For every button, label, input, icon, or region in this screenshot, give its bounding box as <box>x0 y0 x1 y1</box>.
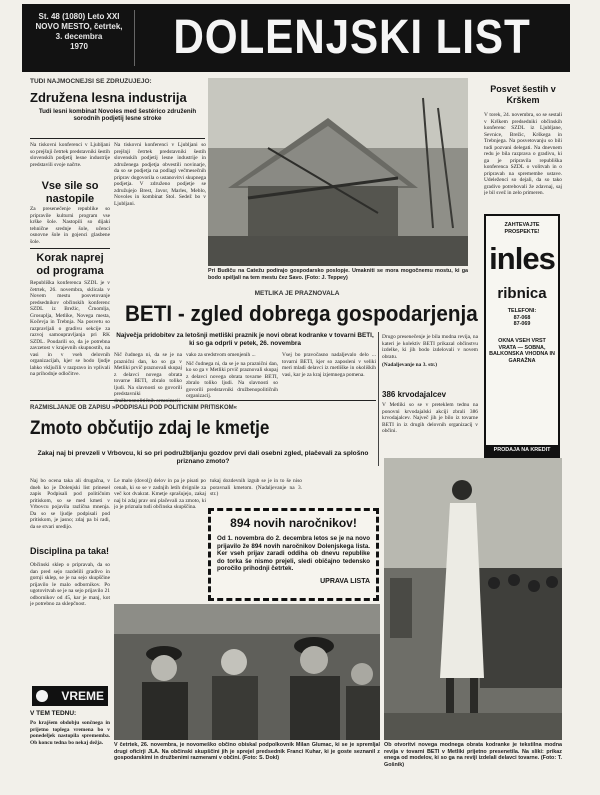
industry-kicker: TUDI NAJMOČNEJŠI SE ZDRUŽUJEJO: <box>30 78 152 85</box>
issue-number: St. 48 (1080) Leto XXI <box>38 12 120 21</box>
kmetje-column-3: tukaj dozdevnih izgub se je in to še niso poravnali kmetom. (Nadaljevanje na 3. str.) <box>210 478 302 497</box>
industry-deck: Tudi lesni kombinat Novoles med šestérico združenih sorodnih podjetij lesne stroke <box>38 108 197 123</box>
fashion-drawing <box>384 458 562 740</box>
photo-officers <box>114 604 380 740</box>
subscribers-notice <box>208 508 379 601</box>
photo-officers-caption: V četrtek, 26. novembra, je novomeško občino obiskal podpolkovnik Milan Glumac, ki se je spremljal drugi oficirji JLA. Na občinski skupščini jih je sprejel predsednik Franci Kuhar, ki je goste seznanil z gospodarskimi in družbenimi razmerami v občini. (Foto: S. Dokl) <box>114 742 380 761</box>
industry-body: Na tiskovni konferenci v Ljubljani so prejšnji četrtek predstavniki šestih slovenskih podjetij lesne industrije in združenega podjetja obvestili novinarje, da so se podjetja na podlagi večmesečnih priprav dogovorila o ustanovitvi skupnega podjetja. V združeno podjetje se združujejo Brest, Javor, Marles, Meblo, Novoles in kombinat Stol. Sedež bo v Ljubljani. <box>114 142 206 207</box>
masthead <box>22 4 570 72</box>
industry-headline: Združena lesna industrija <box>30 90 187 105</box>
beti-column-1: Nič čudnega ni, da se je na praznični dan, ko so ga v Metliki prvič praznovali skupaj z delavci novega obrata tovarne BETI, zbralo toliko ljudi. Na slavnosti so govorili predstavniki <box>114 352 182 397</box>
subscribers-title: 894 novih naročnikov! <box>230 516 357 530</box>
krvodajalci-headline: 386 krvodajalcev <box>382 390 447 399</box>
sestih-body: V torek, 24. novembra, so se sestali v Krškem predsedniki občinskih konferenc SZDL iz Ljubljane, Sevnice, Brežic, Krškega in Trebnjega. Na posvetovanju so bili tudi pozvani delegati. Na dnevnem redu je bila razprava o gradivu, ki ga je pripravila republiška konferenca SZDL o volitvah in o pripravah na spremembe ustave. Udeleženci so dejali, da so tako gradivo potrebovali že zdavnaj, saj je bil svež in zelo primeren. <box>484 112 562 196</box>
issue-place: NOVO MESTO, četrtek, <box>35 22 123 31</box>
headline-disciplina: Disciplina pa taka! <box>30 546 110 556</box>
subscribers-body: Od 1. novembra do 2. decembra letos se je na novo prijavilo že 894 novih naročnikov Dolenjskega lista. Ker vseh prijav zaradi oddiha ob dnevu republike do torka še nismo prejeli, sledi običajno tedensko poročilo prihodnji četrtek. <box>217 535 370 573</box>
weather-label: VREME <box>61 689 104 703</box>
rule <box>30 138 205 139</box>
left-paragraph-3: Republiška konferenca SZDL je v četrtek, 26. novembra, sklicala v Novem mestu posvetovanje predsednikov občinskih konferenc SZDL iz Brežic, Črnomlja, Grosuplja, Metlike, Novega mesta, Kočevja in Trebnja. Na posvetu so razpravljali o gradivu sekcije za razvoj samoupravljanja pri RK SZDL. Poudarili so, da je potrebna zavzetost v krajevnih skupnostih, na vasi in v vseh delovnih organizacijah, kjer se bodo ljudje lahko vključili v razpravo in vplivali na prihodnje odločitve. <box>30 280 110 377</box>
inles-ad-phones-label: TELEFONI: <box>507 308 537 315</box>
photo-top-caption: Pri Budiču na Čatežu podirajo gospodarsko poslopje. Umakniti se mora mogočnemu mostu, ki ga bodo spéljali na tem mestu čez Savo. (Foto: J. Teppey) <box>208 268 468 281</box>
beti-deck: Največja pridobitev za letošnji metliški praznik je novi obrat kodranke v tovarni BETI, ki so ga odprli v petek, 26. novembra <box>116 332 374 347</box>
sestih-headline: Posvet šestih v Krškem <box>490 84 556 105</box>
beti-column-2: vako za sredstvom omenjenih ... <box>186 352 256 358</box>
inles-ad-phone-2: 87-069 <box>513 321 531 328</box>
demolition-drawing <box>208 78 468 266</box>
left-paragraph-1: Na tiskovni konferenci v Ljubljani so prejšnji četrtek predstavniki šestih slovenskih podjetij lesne industrije predstavili svoje načrte. <box>30 142 110 168</box>
left-paragraph-2: Za presenečenje republike so pripravile kulturni program vse krške šole. Nastopili so dijaki tehnične srednje šole, učenci osnovne šole in gojenci glasbene šole. <box>30 206 110 245</box>
photo-fashion-caption: Ob otvoritvi novega modnega obrata kodranke je tekstilna modna revija v tovarni BETI v Metliki prijetno presenetila. Na sliki: prikaz enega od modelov, ki so ga na reviji izdelali delavci tovarne. (Foto: T. Gošnik) <box>384 742 562 768</box>
inles-ad-phone-1: 87-068 <box>513 314 531 321</box>
inles-advert <box>484 214 560 458</box>
beti-continued: (Nadaljevanje na 3. str.) <box>382 362 438 368</box>
rule <box>30 400 376 401</box>
kmetje-column-1: Naj bo ocena taka ali drugačna, v dneh ko je Dolenjski list prinesel zapis Podpisali pod političnim pritiskom, so se med kmeti v Vrbovcu pojavila različna mnenja. Da so se ljudje podpisali pod pritiskom, je jasno; zdaj pa bi radi, da se stvari uredijo. <box>30 478 110 530</box>
masthead-divider <box>134 10 135 66</box>
photo-demolition <box>208 78 468 266</box>
beti-column-4: Drugo presenečenje je bila modna revija, na kateri je kolektiv BETI prikazal občinstvu izdelke, ki jih bodo izdelovali v novem obratu. <box>382 334 478 360</box>
newspaper-title: DOLENJSKI LIST <box>173 11 531 64</box>
issue-date: 3. decembra <box>55 32 103 41</box>
krvodajalci-body: V Metliki so se v preteklem tednu na ponovni krvodajalski akciji zbrali 386 krvodajalcev. Največ jih je bilo iz tovarne BETI in iz drugih delovnih organizacij v občini. <box>382 402 478 434</box>
inles-ad-brand: inles <box>489 241 555 277</box>
column-divider <box>378 332 379 466</box>
inles-ad-top: ZAHTEVAJTE PROSPEKTE! <box>504 222 540 235</box>
kmetje-kicker: RAZMIŠLJANJE OB ZAPISU »PODPISALI POD POLITIČNIM PRITISKOM« <box>30 405 238 411</box>
sun-icon <box>36 690 48 702</box>
inles-ad-place: ribnica <box>497 285 547 303</box>
kmetje-headline: Zmoto občutijo zdaj le kmetje <box>30 418 270 439</box>
beti-headline: BETI - zgled dobrega gospodarjenja <box>124 301 478 326</box>
weather-body: Po krajšem obdobju sončnega in prijetno toplega vremena bo v ponedeljek nastopila sprememba. Ob koncu tedna bo nekaj dežja. <box>30 720 110 746</box>
subscribers-signature: UPRAVA LISTA <box>320 577 370 585</box>
beti-column-3: Vsej bo pravočasno nadaljevalo delo ... tovarni BETI, kjer so zaposleni v veliki meri mladi delavci iz metliške in okoliških vasi, kar je za kraj izjemnega pomena. <box>282 352 376 378</box>
inles-ad-credit: PRODAJA NA KREDIT <box>486 445 558 456</box>
officers-drawing <box>114 604 380 740</box>
rule <box>30 248 110 249</box>
weather-banner <box>32 686 108 706</box>
weather-heading: V TEM TEDNU: <box>30 710 77 717</box>
headline-vse-sile: Vse sile so nastopile <box>41 180 99 204</box>
photo-fashion-show <box>384 458 562 740</box>
beti-column-2b: Nič čudnega ni, da se je na praznični dan, ko so ga v Metliki prvič praznovali skupaj z delavci novega obrata tovarne BETI, zbralo toliko ljudi. Na slavnosti so govorili predstavniki družbenopolitičnih organizacij. <box>186 360 278 399</box>
beti-kicker: METLIKA JE PRAZNOVALA <box>254 290 340 297</box>
issue-info <box>28 12 130 52</box>
kmetje-column-2: Le malo (dovolj) delov in pa je pisati po cenah, ki so se v zadnjih letih dvignile za več kot dvakrat. Kmetje sprašujejo, zakaj naj bi zdaj prav oni plačevali za zmoto, ki jo je priznala tudi občinska skupščina. <box>114 478 206 510</box>
inles-ad-products: OKNA VSEH VRST VRATA — SOBNA, BALKONSKA VHODNA IN GARAŽNA <box>489 337 555 364</box>
kmetje-deck: Zakaj naj bi prevzeli v Vrbovcu, ki so pri podružbljanju gozdov prvi dali osebni zgled, plačevali za splošno priznano zmoto? <box>37 450 369 465</box>
headline-korak-naprej: Korak naprej od programa <box>36 252 104 277</box>
issue-year: 1970 <box>70 42 88 51</box>
kmetje-column-1b: Občinski sklep o pripravah, da so dan pred sejo razdelili gradivo in gornji sklep, se je na sejo skupščine prijavilo le malo odbornikov. Po ugotovitvah se je na sejo prijavilo 21 odbornikov od 45, kar je manj, kot je potrebno za sklepčnost. <box>30 562 110 607</box>
